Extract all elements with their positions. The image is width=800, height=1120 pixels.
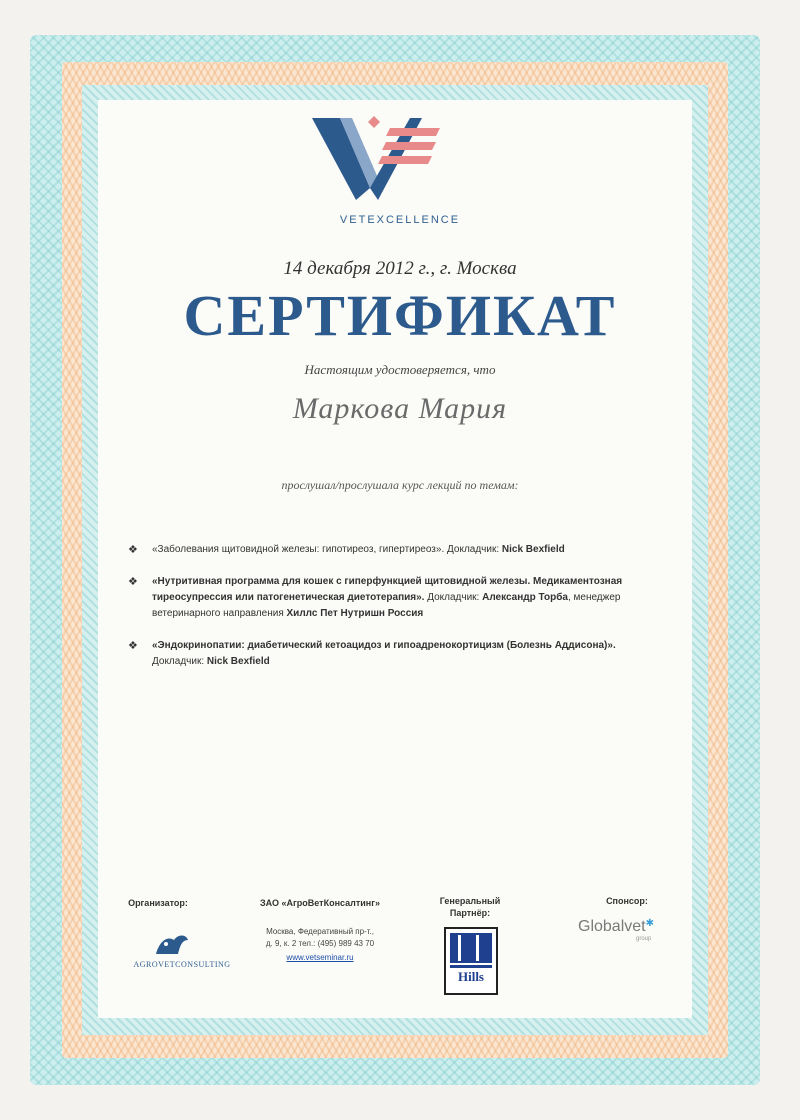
globalvet-logo — [578, 918, 654, 936]
speaker-label: Докладчик: — [444, 544, 502, 555]
recipient-name: Маркова Мария — [292, 392, 508, 425]
company-address-line2: д. 9, к. 2 тел.: (495) 989 43 70 — [265, 939, 375, 948]
speaker-name: Nick Bexfield — [501, 544, 565, 555]
hills-logo-text: Hills — [457, 969, 484, 984]
speaker-label: Докладчик: — [152, 656, 207, 667]
attended-text: прослушал/прослушала курс лекций по темам: — [281, 478, 519, 492]
speaker-company: Хиллс Пет Нутришн Россия — [286, 608, 424, 619]
globalvet-logo-sub: group — [636, 936, 652, 942]
lecture-list — [128, 542, 628, 686]
agrovet-logo-icon — [152, 930, 192, 958]
lecture-topic: «Нутритивная программа для кошек с гиперфункцией щитовидной железы. Медикаментозная тиреосупрессия или патогенетическая диетотерапия». — [152, 576, 623, 603]
globalvet-logo-text: Globalvet — [578, 918, 646, 935]
speaker-role: , менеджер ветеринарного направления — [152, 592, 621, 619]
lecture-topic: «Эндокринопатии: диабетический кетоацидоз и гипоадренокортицизм (Болезнь Аддисона)». — [152, 640, 616, 651]
vetexcellence-logo-icon — [300, 108, 450, 208]
logo-wordmark: VETEXCELLENCE — [339, 214, 461, 226]
sponsor-label: Спонсор: — [606, 896, 648, 906]
speaker-name: Nick Bexfield — [206, 656, 270, 667]
company-name: ЗАО «АгроВетКонсалтинг» — [260, 898, 380, 908]
certificate-title: СЕРТИФИКАТ — [183, 283, 617, 348]
speaker-name: Александр Торба — [482, 592, 568, 603]
partner-label-line2: Партнёр: — [449, 908, 491, 918]
lecture-item — [128, 638, 628, 670]
lecture-topic: «Заболевания щитовидной железы: гипотиреоз, гипертиреоз». — [152, 544, 445, 555]
diamond-bullet-icon: ❖ — [128, 576, 138, 588]
date-place: 14 декабря 2012 г., г. Москва — [283, 258, 517, 279]
speaker-label: Докладчик: — [424, 592, 483, 603]
hills-logo-icon — [444, 927, 498, 995]
agrovet-logo-text: AGROVETCONSULTING — [133, 960, 231, 969]
website-link[interactable]: www.vetseminar.ru — [286, 953, 354, 962]
lecture-item — [128, 574, 628, 622]
certifies-text: Настоящим удостоверяется, что — [304, 362, 496, 377]
organizer-label: Организатор: — [128, 898, 188, 908]
lecture-item — [128, 542, 628, 558]
star-icon: ✱ — [645, 918, 654, 929]
diamond-bullet-icon: ❖ — [128, 640, 138, 652]
company-address-line1: Москва, Федеративный пр-т., — [266, 927, 374, 936]
partner-label-line1: Генеральный — [439, 896, 501, 906]
diamond-bullet-icon: ❖ — [128, 544, 138, 556]
